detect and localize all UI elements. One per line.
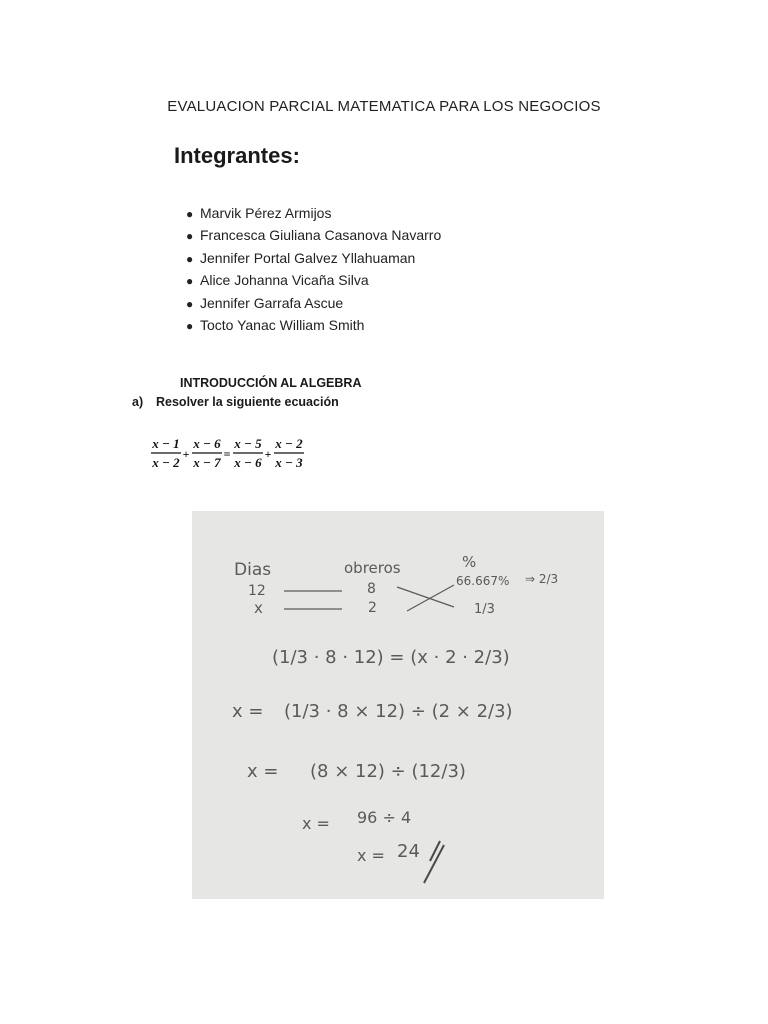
bullet-icon: ●: [186, 318, 194, 333]
list-item: [186, 224, 441, 246]
fraction-denominator: x − 7: [193, 455, 221, 470]
fraction-denominator: x − 6: [234, 455, 262, 470]
member-name: Francesca Giuliana Casanova Navarro: [200, 227, 442, 244]
handwritten-header: Dias: [234, 560, 272, 580]
list-item: [186, 292, 441, 314]
handwritten-line: (1/3 · 8 × 12) ÷ (2 × 2/3): [284, 701, 513, 722]
task-statement: [132, 395, 339, 409]
handwritten-x: x =: [302, 814, 330, 833]
handwritten-line: (1/3 · 8 · 12) = (x · 2 · 2/3): [272, 647, 510, 668]
section-title: INTRODUCCIÓN AL ALGEBRA: [180, 376, 362, 390]
task-label: a): [132, 395, 144, 409]
list-item: [186, 202, 441, 224]
bullet-icon: ●: [186, 296, 194, 311]
handwritten-value: 1/3: [474, 602, 495, 617]
bullet-icon: ●: [186, 251, 194, 266]
plus-sign: +: [264, 447, 272, 461]
handwritten-value: ⇒ 2/3: [525, 572, 559, 586]
fraction-denominator: x − 3: [275, 455, 303, 470]
fraction-numerator: x − 2: [275, 436, 303, 451]
fraction-denominator: x − 2: [152, 455, 180, 470]
members-heading: Integrantes:: [174, 143, 300, 168]
list-item: [186, 247, 441, 269]
document-title: EVALUACION PARCIAL MATEMATICA PARA LOS NEGOCIOS: [167, 98, 601, 115]
handwritten-header: obreros: [344, 559, 401, 577]
fraction-numerator: x − 6: [193, 436, 221, 451]
task-text: Resolver la siguiente ecuación: [156, 395, 339, 409]
final-mark: [424, 845, 444, 883]
fraction-numerator: x − 1: [152, 436, 180, 451]
fraction-numerator: x − 5: [234, 436, 262, 451]
member-name: Alice Johanna Vicaña Silva: [200, 272, 369, 289]
handwritten-line: 96 ÷ 4: [357, 808, 412, 827]
members-list: [186, 202, 441, 336]
handwritten-value: 66.667%: [456, 574, 510, 588]
plus-sign: +: [182, 447, 190, 461]
handwritten-value: 12: [248, 583, 266, 599]
handwritten-value: 8: [367, 581, 376, 597]
equals-sign: =: [223, 447, 231, 461]
bullet-icon: ●: [186, 207, 194, 221]
handwritten-line: (8 × 12) ÷ (12/3): [310, 761, 466, 782]
member-name: Marvik Pérez Armijos: [200, 205, 332, 221]
bullet-icon: ●: [186, 274, 194, 289]
handwritten-result: 24: [397, 841, 420, 862]
final-mark: [430, 841, 440, 861]
list-item: [186, 269, 441, 291]
handwritten-header: %: [462, 553, 477, 571]
cross-line: [407, 585, 454, 611]
handwritten-x: x =: [357, 846, 385, 865]
member-name: Jennifer Garrafa Ascue: [200, 294, 344, 311]
bullet-icon: ●: [186, 229, 194, 244]
handwritten-solution-photo: [192, 511, 604, 899]
handwritten-x: x =: [232, 701, 264, 722]
handwritten-value: 2: [368, 600, 377, 616]
handwritten-value: x: [254, 599, 263, 617]
list-item: [186, 314, 441, 336]
handwritten-x: x =: [247, 761, 279, 782]
equation: [150, 434, 340, 474]
member-name: Tocto Yanac William Smith: [200, 316, 365, 333]
member-name: Jennifer Portal Galvez Yllahuaman: [200, 249, 416, 266]
